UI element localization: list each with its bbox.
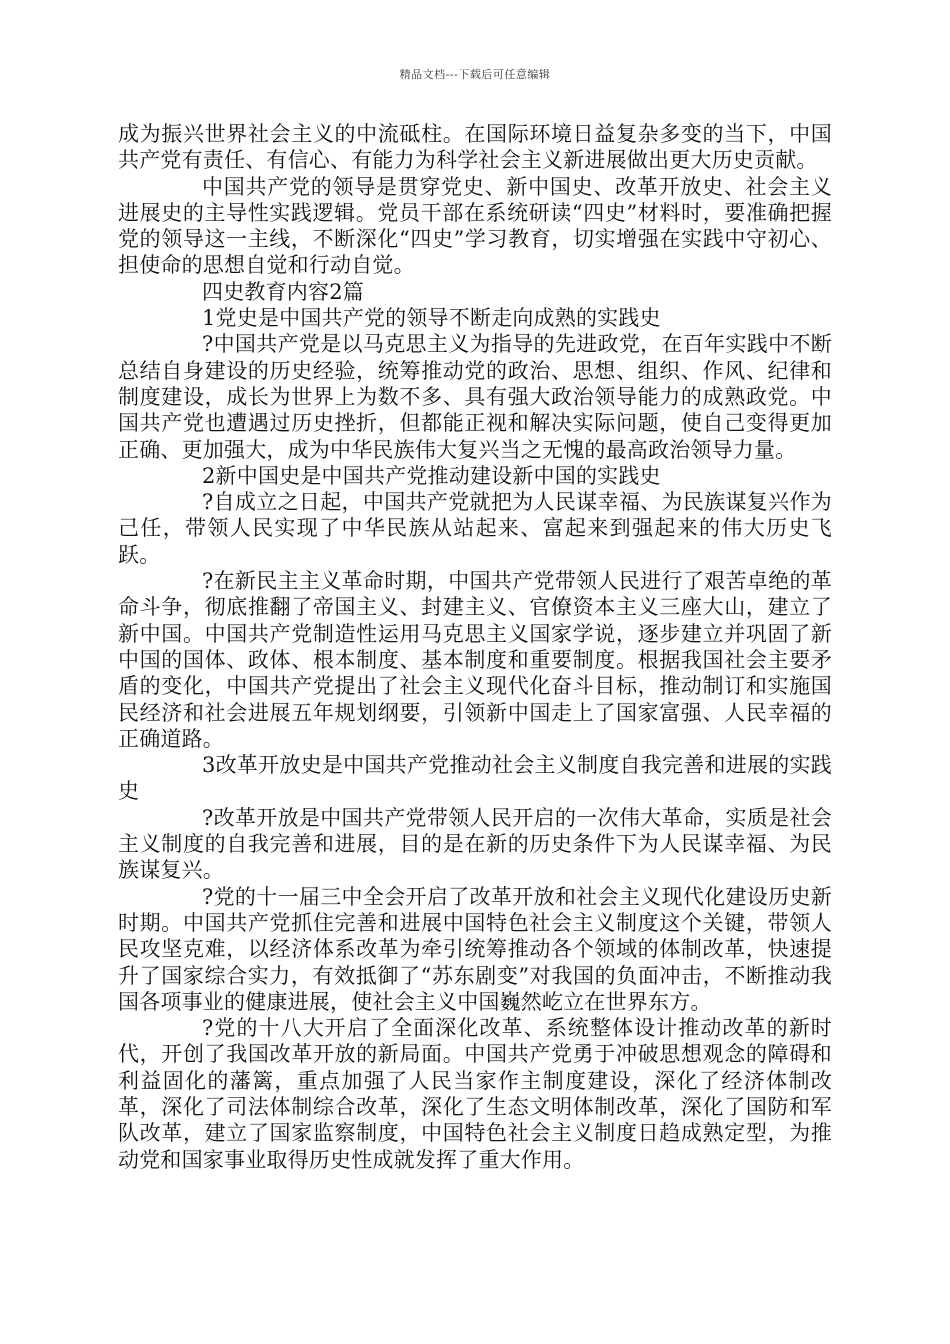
- paragraph-new-china-founding: ?自成立之日起，中国共产党就把为人民谋幸福、为民族谋复兴作为己任，带领人民实现了中华民族从站起来、富起来到强起来的伟大历史飞跃。: [118, 490, 832, 567]
- paragraph-18th-congress: ?党的十八大开启了全面深化改革、系统整体设计推动改革的新时代，开创了我国改革开放的新局面。中国共产党勇于冲破思想观念的障碍和利益固化的藩篱，重点加强了人民当家作主制度建设，深化了经济体制改革，深化了司法体制综合改革，深化了生态文明体制改革，深化了国防和军队改革，建立了国家监察制度，中国特色社会主义制度日趋成熟定型，为推动党和国家事业取得历史性成就发挥了重大作用。: [118, 1016, 832, 1172]
- paragraph-reform-opening: ?改革开放是中国共产党带领人民开启的一次伟大革命，实质是社会主义制度的自我完善和进展，目的是在新的历史条件下为人民谋幸福、为民族谋复兴。: [118, 805, 832, 883]
- paragraph-party-history: ?中国共产党是以马克思主义为指导的先进政党，在百年实践中不断总结自身建设的历史经验，统筹推动党的政治、思想、组织、作风、纪律和制度建设，成长为世界上为数不多、具有强大政治领导能力的成熟政党。中国共产党也遭遇过历史挫折，但都能正视和解决实际问题，使自己变得更加正确、更加强大，成为中华民族伟大复兴当之无愧的最高政治领导力量。: [118, 332, 832, 462]
- heading-new-china-history: 2新中国史是中国共产党推动建设新中国的实践史: [202, 463, 661, 488]
- paragraph-party-leadership: 中国共产党的领导是贯穿党史、新中国史、改革开放史、社会主义进展史的主导性实践逻辑。党员干部在系统研读“四史”材料时，要准确把握党的领导这一主线，不断深化“四史”学习教育，切实增强在实践中守初心、担使命的思想自觉和行动自觉。: [118, 174, 832, 278]
- heading-party-history: 1党史是中国共产党的领导不断走向成熟的实践史: [202, 306, 661, 331]
- section-title: 四史教育内容2篇: [202, 279, 364, 304]
- paragraph-new-democratic-revolution: ?在新民主主义革命时期，中国共产党带领人民进行了艰苦卓绝的革命斗争，彻底推翻了帝国主义、封建主义、官僚资本主义三座大山，建立了新中国。中国共产党制造性运用马克思主义国家学说，逐步建立并巩固了新中国的国体、政体、根本制度、基本制度和重要制度。根据我国社会主要矛盾的变化，中国共产党提出了社会主义现代化奋斗目标，推动制订和实施国民经济和社会进展五年规划纲要，引领新中国走上了国家富强、人民幸福的正确道路。: [118, 569, 832, 751]
- heading-reform-history: 3改革开放史是中国共产党推动社会主义制度自我完善和进展的实践史: [118, 753, 832, 804]
- page-header: 精品文档---下载后可任意编辑: [399, 68, 551, 81]
- paragraph-third-plenum: ?党的十一届三中全会开启了改革开放和社会主义现代化建设历史新时期。中国共产党抓住完善和进展中国特色社会主义制度这个关键，带领人民攻坚克难，以经济体系改革为牵引统筹推动各个领域的体制改革，快速提升了国家综合实力，有效抵御了“苏东剧变”对我国的负面冲击，不断推动我国各项事业的健康进展，使社会主义中国巍然屹立在世界东方。: [118, 884, 832, 1014]
- paragraph-continuation: 成为振兴世界社会主义的中流砥柱。在国际环境日益复杂多变的当下，中国共产党有责任、有信心、有能力为科学社会主义新进展做出更大历史贡献。: [118, 122, 832, 173]
- document-body: [118, 121, 832, 1173]
